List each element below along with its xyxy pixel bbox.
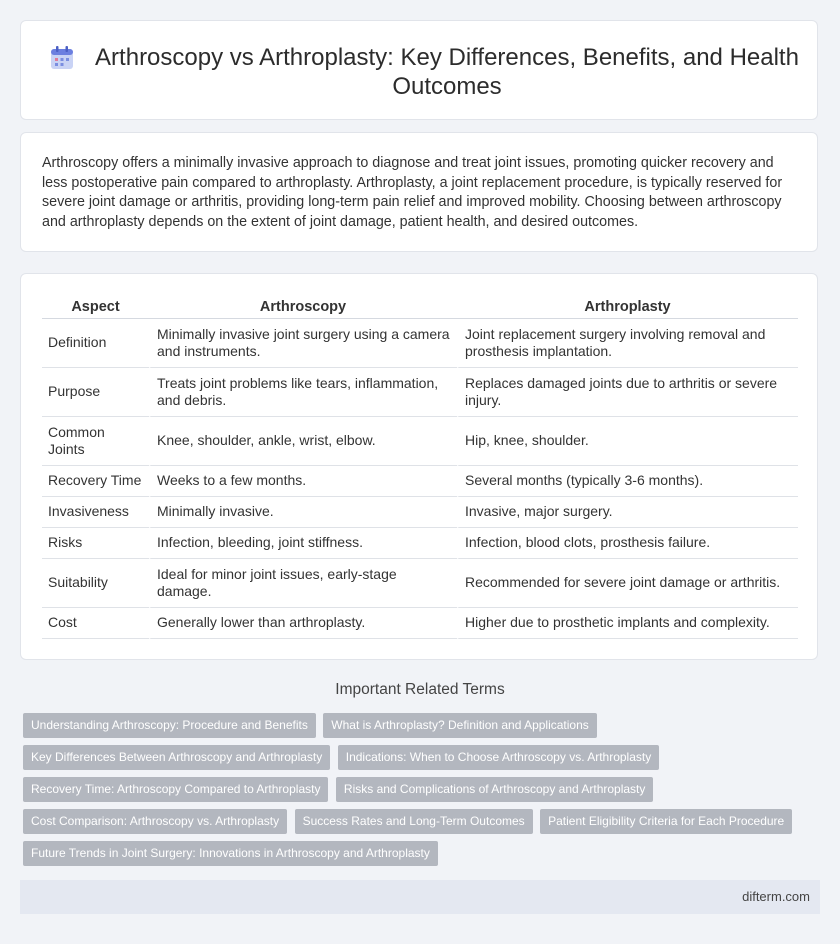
related-term-tag[interactable]: Future Trends in Joint Surgery: Innovations in Arthroscopy and Arthroplasty	[23, 841, 438, 866]
intro-card	[20, 132, 818, 252]
related-term-tag[interactable]: Cost Comparison: Arthroscopy vs. Arthroplasty	[23, 809, 287, 834]
arthroscopy-cell: Minimally invasive joint surgery using a camera and instruments.	[149, 319, 457, 368]
related-term-tag[interactable]: Understanding Arthroscopy: Procedure and Benefits	[23, 713, 316, 738]
related-term-tag[interactable]: Success Rates and Long-Term Outcomes	[295, 809, 533, 834]
aspect-cell: Cost	[42, 608, 149, 639]
related-term-tag[interactable]: Key Differences Between Arthroscopy and Arthroplasty	[23, 745, 330, 770]
related-terms-title: Important Related Terms	[335, 681, 505, 698]
table-row	[42, 559, 798, 608]
table-row	[42, 368, 798, 417]
related-term-tag[interactable]: Indications: When to Choose Arthroscopy vs. Arthroplasty	[338, 745, 659, 770]
arthroplasty-cell: Higher due to prosthetic implants and complexity.	[457, 608, 798, 639]
arthroscopy-cell: Knee, shoulder, ankle, wrist, elbow.	[149, 417, 457, 466]
related-term-tag[interactable]: Risks and Complications of Arthroscopy and Arthroplasty	[336, 777, 653, 802]
arthroplasty-cell: Replaces damaged joints due to arthritis or severe injury.	[457, 368, 798, 417]
header-arthroscopy: Arthroscopy	[149, 296, 457, 319]
table-header-row	[42, 296, 798, 319]
arthroscopy-cell: Minimally invasive.	[149, 497, 457, 528]
arthroplasty-cell: Several months (typically 3-6 months).	[457, 466, 798, 497]
arthroscopy-cell: Infection, bleeding, joint stiffness.	[149, 528, 457, 559]
arthroscopy-cell: Treats joint problems like tears, inflammation, and debris.	[149, 368, 457, 417]
table-row	[42, 319, 798, 368]
arthroscopy-cell: Ideal for minor joint issues, early-stage damage.	[149, 559, 457, 608]
header-card	[20, 20, 818, 120]
arthroplasty-cell: Invasive, major surgery.	[457, 497, 798, 528]
related-terms-list	[23, 713, 803, 873]
footer-site-link[interactable]: difterm.com	[742, 889, 810, 904]
footer	[20, 880, 820, 914]
arthroscopy-cell: Generally lower than arthroplasty.	[149, 608, 457, 639]
aspect-cell: Common Joints	[42, 417, 149, 466]
arthroplasty-cell: Infection, blood clots, prosthesis failure.	[457, 528, 798, 559]
header-arthroplasty: Arthroplasty	[457, 296, 798, 319]
related-term-tag[interactable]: Patient Eligibility Criteria for Each Procedure	[540, 809, 792, 834]
table-row	[42, 466, 798, 497]
table-row	[42, 528, 798, 559]
related-term-tag[interactable]: What is Arthroplasty? Definition and Applications	[323, 713, 596, 738]
aspect-cell: Purpose	[42, 368, 149, 417]
intro-paragraph: Arthroscopy offers a minimally invasive approach to diagnose and treat joint issues, promoting quicker recovery and less postoperative pain compared to arthroplasty. Arthroplasty, a joint replacement procedure, is typically reserved for severe joint damage or arthritis, providing long-term pain relief and improved mobility. Choosing between arthroscopy and arthroplasty depends on the extent of joint damage, patient health, and desired outcomes.	[42, 155, 783, 230]
table-row	[42, 608, 798, 639]
arthroplasty-cell: Joint replacement surgery involving removal and prosthesis implantation.	[457, 319, 798, 368]
aspect-cell: Definition	[42, 319, 149, 368]
aspect-cell: Risks	[42, 528, 149, 559]
table-row	[42, 497, 798, 528]
arthroscopy-cell: Weeks to a few months.	[149, 466, 457, 497]
aspect-cell: Invasiveness	[42, 497, 149, 528]
arthroplasty-cell: Recommended for severe joint damage or arthritis.	[457, 559, 798, 608]
page-title: Arthroscopy vs Arthroplasty: Key Differences, Benefits, and Health Outcomes	[95, 44, 799, 100]
table-row	[42, 417, 798, 466]
aspect-cell: Suitability	[42, 559, 149, 608]
arthroplasty-cell: Hip, knee, shoulder.	[457, 417, 798, 466]
comparison-table	[42, 296, 798, 639]
calendar-icon	[49, 45, 75, 71]
aspect-cell: Recovery Time	[42, 466, 149, 497]
header-aspect: Aspect	[42, 296, 149, 319]
related-term-tag[interactable]: Recovery Time: Arthroscopy Compared to Arthroplasty	[23, 777, 328, 802]
comparison-card	[20, 273, 818, 660]
